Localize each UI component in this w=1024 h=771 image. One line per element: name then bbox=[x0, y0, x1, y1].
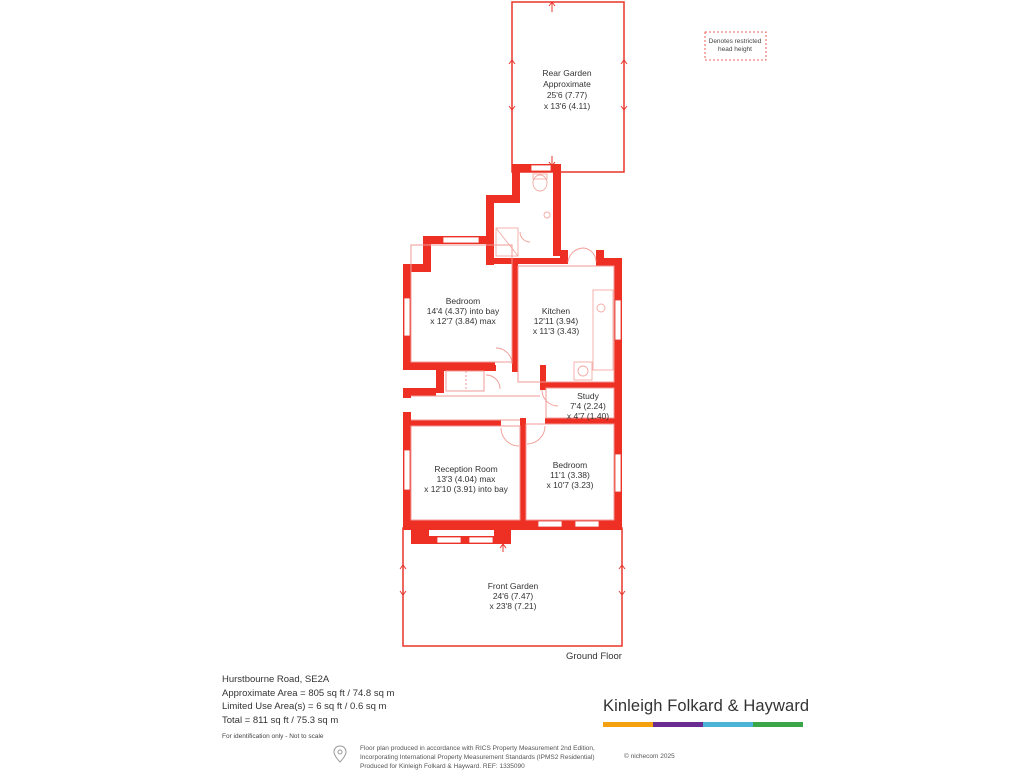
bedroom-front-line3: x 10'7 (3.23) bbox=[546, 480, 594, 490]
copyright: © nichecom 2025 bbox=[624, 753, 675, 760]
bedroom-rear-label bbox=[427, 296, 500, 326]
front-garden-line2: 24'6 (7.47) bbox=[492, 591, 534, 601]
bedroom-front-line2: 11'1 (3.38) bbox=[550, 470, 590, 480]
bedroom-rear-line2: 14'4 (4.37) into bay bbox=[426, 306, 500, 316]
rear-garden-label bbox=[542, 68, 591, 111]
rear-garden-line2: Approximate bbox=[543, 79, 591, 89]
address: Hurstbourne Road, SE2A bbox=[222, 674, 330, 685]
study-line2: 7'4 (2.24) bbox=[570, 401, 606, 411]
brand-bar-segment bbox=[753, 722, 803, 727]
brand-bar-segment bbox=[703, 722, 753, 727]
pin-icon bbox=[332, 745, 348, 763]
bedroom-front-label bbox=[547, 460, 594, 490]
bedroom-rear-line3: x 12'7 (3.84) max bbox=[430, 316, 496, 326]
limited-use-area: Limited Use Area(s) = 6 sq ft / 0.6 sq m bbox=[222, 701, 387, 712]
brand-bar-segment bbox=[653, 722, 703, 727]
footer-text bbox=[360, 744, 595, 771]
footer-line2: Incorporating International Property Measurement Standards (IPMS2 Residential) bbox=[360, 754, 595, 761]
study-name: Study bbox=[577, 391, 599, 401]
front-garden-label bbox=[488, 581, 539, 611]
legend-text-line1: Denotes restricted bbox=[708, 38, 762, 45]
legend-text-line2: head height bbox=[718, 46, 752, 53]
reception-line2: 13'3 (4.04) max bbox=[436, 474, 496, 484]
reception-label bbox=[424, 464, 509, 494]
brand-logo-text: Kinleigh Folkard & Hayward bbox=[603, 697, 810, 715]
approximate-area: Approximate Area = 805 sq ft / 74.8 sq m bbox=[222, 687, 395, 699]
kitchen-line3: x 11'3 (3.43) bbox=[532, 326, 580, 336]
bedroom-front-name: Bedroom bbox=[552, 460, 588, 470]
property-info bbox=[222, 673, 394, 744]
total-area: Total = 811 sq ft / 75.3 sq m bbox=[222, 714, 339, 726]
rear-garden-line3: 25'6 (7.77) bbox=[546, 90, 588, 100]
brand-color-bar bbox=[603, 722, 803, 727]
footer-line3: Produced for Kinleigh Folkard & Hayward. REF: 1335090 bbox=[360, 763, 525, 770]
reception-name: Reception Room bbox=[434, 464, 498, 474]
reception-line3: x 12'10 (3.91) into bay bbox=[424, 484, 508, 494]
kitchen-name: Kitchen bbox=[541, 306, 571, 316]
study-label bbox=[567, 391, 609, 421]
bedroom-rear-name: Bedroom bbox=[445, 296, 481, 306]
brand-bar-segment bbox=[603, 722, 653, 727]
identification-note: For identification only - Not to scale bbox=[222, 733, 324, 740]
rear-garden-name: Rear Garden bbox=[542, 68, 592, 78]
kitchen-label bbox=[533, 306, 580, 336]
front-garden-line3: x 23'8 (7.21) bbox=[489, 601, 537, 611]
rear-garden-line4: x 13'6 (4.11) bbox=[543, 101, 591, 111]
floor-label: Ground Floor bbox=[566, 651, 622, 662]
front-garden-name: Front Garden bbox=[487, 581, 539, 591]
study-line3: x 4'7 (1.40) bbox=[566, 411, 610, 421]
footer-line1: Floor plan produced in accordance with RICS Property Measurement 2nd Edition, bbox=[360, 745, 595, 752]
kitchen-line2: 12'11 (3.94) bbox=[533, 316, 579, 326]
